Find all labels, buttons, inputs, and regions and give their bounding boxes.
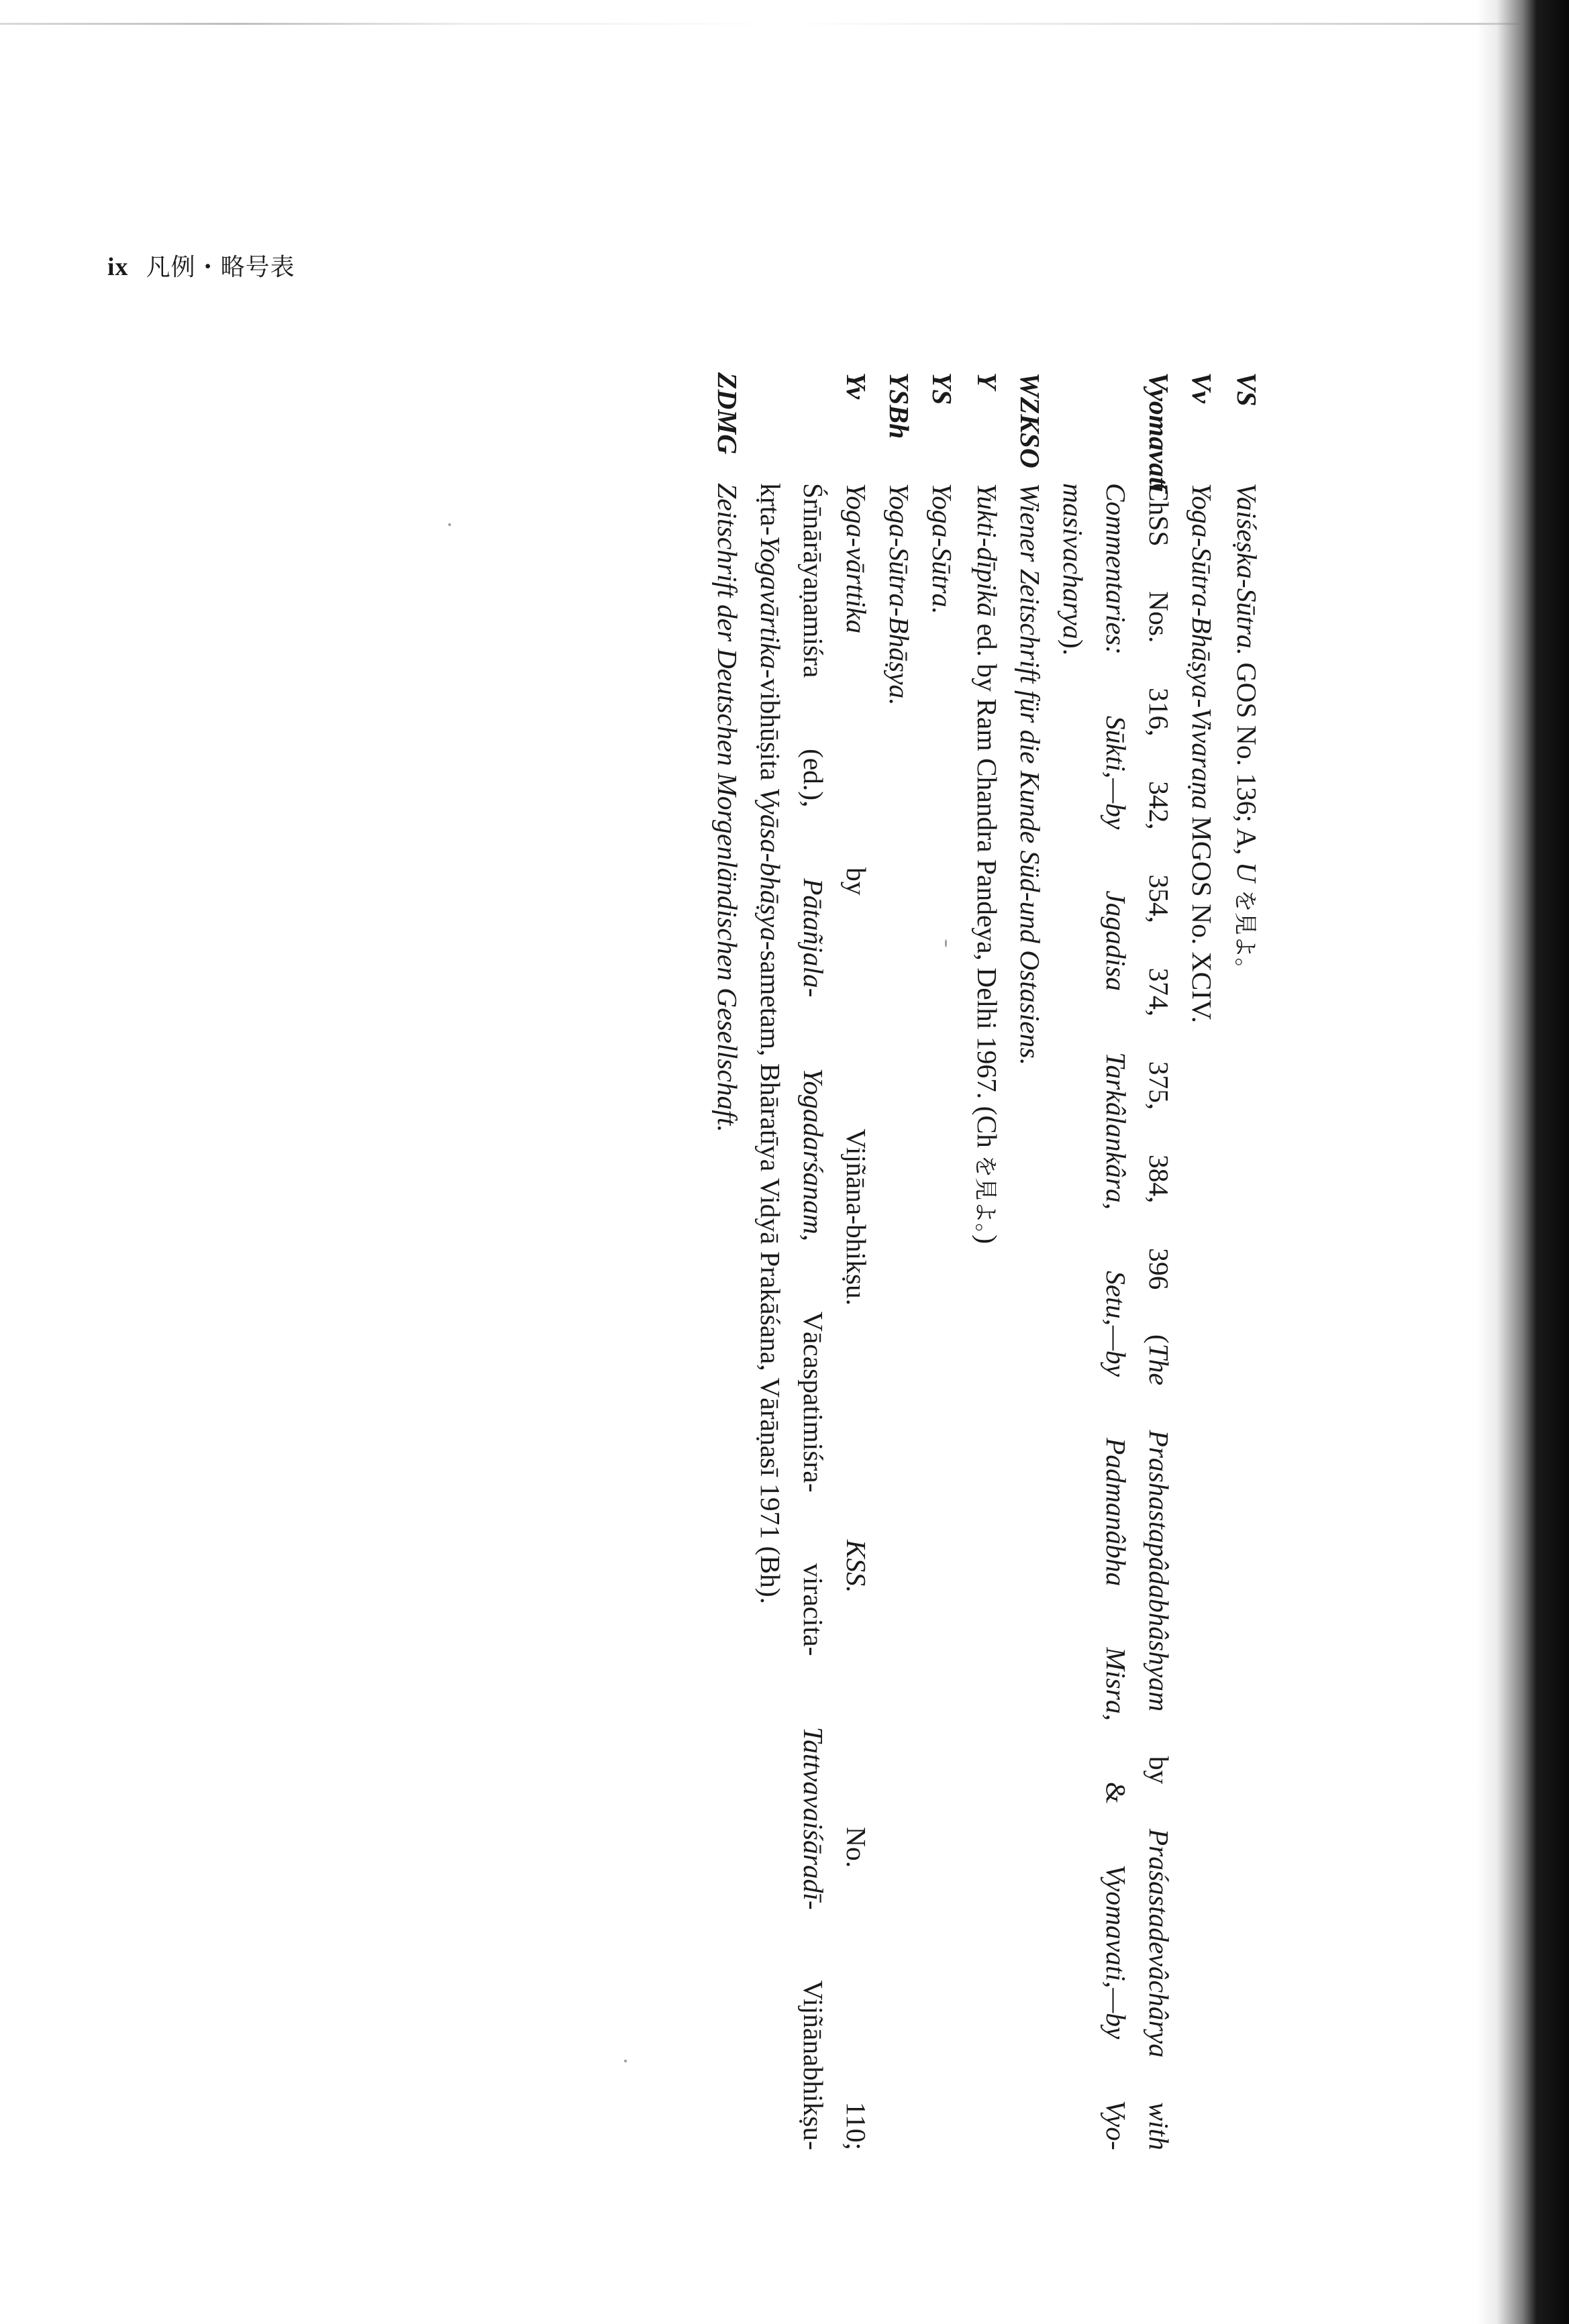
text-run: Śrīnārāyaṇamiśra (ed.), [798, 483, 829, 879]
description-line [1137, 483, 1180, 2150]
text-run: ed. by Ram Chandra Pandeya, Delhi 1967. (Ch [972, 617, 1003, 1155]
text-run: Vyāsa-bhāṣya [755, 787, 786, 941]
text-run: を見よ。 [1231, 882, 1258, 981]
abbreviation-entry [1052, 372, 1180, 2150]
text-run: Yoga-vārttika [841, 483, 872, 634]
abbreviation-table [706, 372, 1268, 2150]
abbreviation-description [1180, 483, 1223, 2150]
text-run: U [1231, 861, 1262, 882]
text-run: Zeitschrift der Deutschen Morgenländischen Gesellschaft. [712, 483, 743, 1132]
text-run: No. 110; [841, 1593, 872, 2150]
text-run: & [1101, 1720, 1131, 1865]
page-title: 凡例・略号表 [146, 254, 295, 281]
scan-speck [448, 523, 451, 526]
description-line [964, 483, 1009, 2150]
abbreviation-entry [1223, 372, 1268, 2150]
abbreviation-description [1223, 483, 1268, 2150]
abbreviation-entry [1009, 372, 1052, 2150]
text-run: Yoga-Sūtra-Bhāṣya-Vivaraṇa [1186, 483, 1217, 810]
text-run: Vācaspatimiśra- viracita- [798, 1241, 829, 1727]
scan-speck [624, 2060, 627, 2062]
text-run: Yukti-dīpikā [972, 483, 1003, 617]
text-run: Tattvavaiśāradī- [798, 1726, 829, 1910]
abbreviation-description [749, 483, 878, 2150]
abbreviation-term: Yv [841, 372, 872, 399]
text-run: Yoga-Sūtra-Bhāṣya. [884, 483, 915, 706]
text-run: KSS. [841, 1539, 872, 1593]
abbreviation-term: Vv [1186, 372, 1217, 404]
abbreviation-entry [749, 372, 878, 2150]
description-line [1095, 483, 1137, 2150]
book-spine-shadow [1476, 0, 1569, 2324]
abbreviation-description [921, 483, 964, 2150]
text-run: Yoga-Sūtra. [927, 483, 958, 615]
abbreviation-description [964, 483, 1009, 2150]
text-run: ) [972, 1234, 1003, 1245]
description-line [878, 483, 921, 2150]
abbreviation-term: ZDMG [712, 372, 743, 455]
description-line [706, 483, 749, 2150]
text-run: -sametam, Bhāratīya Vidyā Prakāśana, Vārāṇasī 1971 (Bh). [755, 941, 786, 1604]
description-line [1180, 483, 1223, 2150]
text-run: by [1144, 1711, 1174, 1829]
description-line [792, 483, 835, 2150]
description-line [1052, 483, 1095, 2150]
abbreviation-description [1052, 483, 1180, 2150]
abbreviation-entry [878, 372, 921, 2150]
text-run: The Prashastapâdabhâshyam [1144, 1343, 1174, 1712]
abbreviation-entry [964, 372, 1009, 2150]
text-run: ChSS Nos. 316, 342, 354, 374, 375, 384, 396 ( [1144, 483, 1174, 1344]
text-run: Praśastadevâchârya with [1144, 1828, 1174, 2150]
text-run: Yogavārtika [755, 535, 786, 670]
abbreviation-description [878, 483, 921, 2150]
text-run: Pātañjala- Yogadarśanam, [798, 878, 829, 1242]
abbreviation-term: VS [1231, 372, 1262, 407]
text-run: Vyomavati,—by Vyo- [1101, 1864, 1131, 2150]
text-run: Commentaries: Sūkti,—by Jagadisa Tarkâlankâra, Setu,—by Padmanâbha Misra, [1101, 483, 1131, 1721]
description-line [1223, 483, 1268, 2150]
description-line [1009, 483, 1052, 2150]
page-number: ix [107, 253, 129, 281]
description-line [749, 483, 792, 2150]
abbreviation-term: Y [972, 372, 1003, 390]
text-run: を見よ。 [972, 1155, 999, 1235]
text-run: by Vijñāna-bhikṣu. [841, 633, 872, 1540]
abbreviation-entry [1180, 372, 1223, 2150]
text-run: masivacharya [1058, 483, 1089, 639]
text-run: kṛta- [755, 483, 786, 536]
text-run: Vijñānabhikṣu- [798, 1909, 829, 2150]
abbreviation-entry [706, 372, 749, 2150]
abbreviation-description [1009, 483, 1052, 2150]
text-run: ). [1058, 639, 1089, 656]
scan-top-rule [0, 23, 1569, 25]
abbreviation-term: Vyomavatī [1144, 372, 1174, 493]
abbreviation-term: WZKSO [1015, 372, 1046, 468]
text-run: MGOS No. XCIV. [1186, 809, 1217, 1024]
abbreviation-term: YS [927, 372, 958, 405]
description-line [921, 483, 964, 2150]
abbreviation-entry [921, 372, 964, 2150]
text-run: Wiener Zeitschrift für die Kunde Süd-und Ostasiens. [1015, 483, 1046, 1065]
running-header [107, 248, 295, 282]
text-run: Vaiśeṣka-Sūtra. [1231, 483, 1262, 656]
abbreviation-description [706, 483, 749, 2150]
text-run: GOS No. 136; A, [1231, 655, 1262, 862]
text-run: -vibhūṣita [755, 669, 786, 788]
abbreviation-term: YSBh [884, 372, 915, 439]
description-line [835, 483, 878, 2150]
